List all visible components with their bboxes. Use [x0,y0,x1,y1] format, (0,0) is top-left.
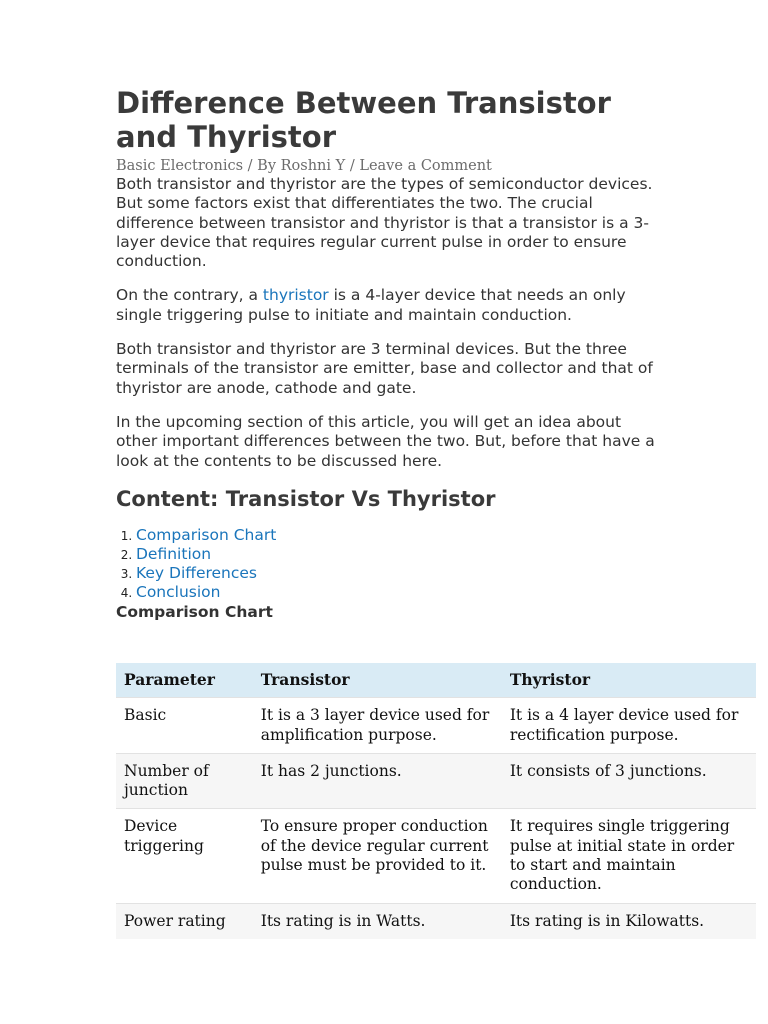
table-cell: It is a 3 layer device used for amplification purpose. [260,706,490,744]
comparison-chart-heading: Comparison Chart [116,602,273,621]
table-row [116,903,756,939]
toc-link-comparison-chart[interactable]: Comparison Chart [136,525,277,544]
toc-item [136,564,656,583]
table-of-contents [116,526,656,603]
column-header-transistor: Transistor [253,663,502,698]
table-cell: It is a 4 layer device used for rectification purpose. [509,706,739,744]
table-header-row [116,663,756,698]
table-row [116,698,756,754]
toc-item [136,526,656,545]
table-cell: Basic [124,706,167,725]
column-header-thyristor: Thyristor [502,663,756,698]
table-cell: It consists of 3 junctions. [509,761,707,780]
meta-separator: / [345,158,360,174]
content-heading: Content: Transistor Vs Thyristor [116,486,496,511]
comparison-table [116,663,756,939]
table-cell: Power rating [124,911,226,930]
intro-paragraph: Both transistor and thyristor are the types of semiconductor devices. But some factors exist that differentiates the two. The crucial difference between transistor and thyristor is that a transistor is a 3-layer device that requires regular current pulse in order to ensure conduction. [116,175,653,271]
thyristor-link[interactable]: thyristor [262,286,329,305]
article-meta [116,158,656,175]
table-cell: Number of junction [124,761,209,800]
toc-item [136,583,656,602]
article [116,86,656,622]
table-cell: Its rating is in Kilowatts. [509,911,705,930]
category-link[interactable]: Basic Electronics [116,158,244,174]
toc-link-key-differences[interactable]: Key Differences [136,564,258,583]
meta-separator-by: / By [243,158,281,174]
table-cell: Its rating is in Watts. [260,911,426,930]
table-cell: It requires single triggering pulse at initial state in order to start and maintain conduction. [509,817,735,894]
terminals-paragraph: Both transistor and thyristor are 3 terminal devices. But the three terminals of the transistor are emitter, base and collector and that of thyristor are anode, cathode and gate. [116,340,653,397]
column-header-parameter: Parameter [116,663,253,698]
table-row [116,753,756,809]
paragraph-text: On the contrary, a [116,286,263,305]
table-row [116,809,756,903]
table-cell: To ensure proper conduction of the device regular current pulse must be provided to it. [260,817,489,875]
contrary-paragraph [116,286,656,325]
toc-link-conclusion[interactable]: Conclusion [136,583,221,602]
table-cell: It has 2 junctions. [260,761,402,780]
article-title: Difference Between Transistor and Thyristor [116,86,611,154]
toc-item [136,545,656,564]
author-link[interactable]: Roshni Y [280,158,346,174]
paragraph-text: is a 4-layer device that needs an only single triggering pulse to initiate and maintain conduction. [116,286,626,324]
table-cell: Device triggering [124,817,204,855]
toc-link-definition[interactable]: Definition [136,545,212,564]
leave-comment-link[interactable]: Leave a Comment [359,158,492,174]
upcoming-paragraph: In the upcoming section of this article, you will get an idea about other important differences between the two. But, before that have a look at the contents to be discussed here. [116,412,655,470]
